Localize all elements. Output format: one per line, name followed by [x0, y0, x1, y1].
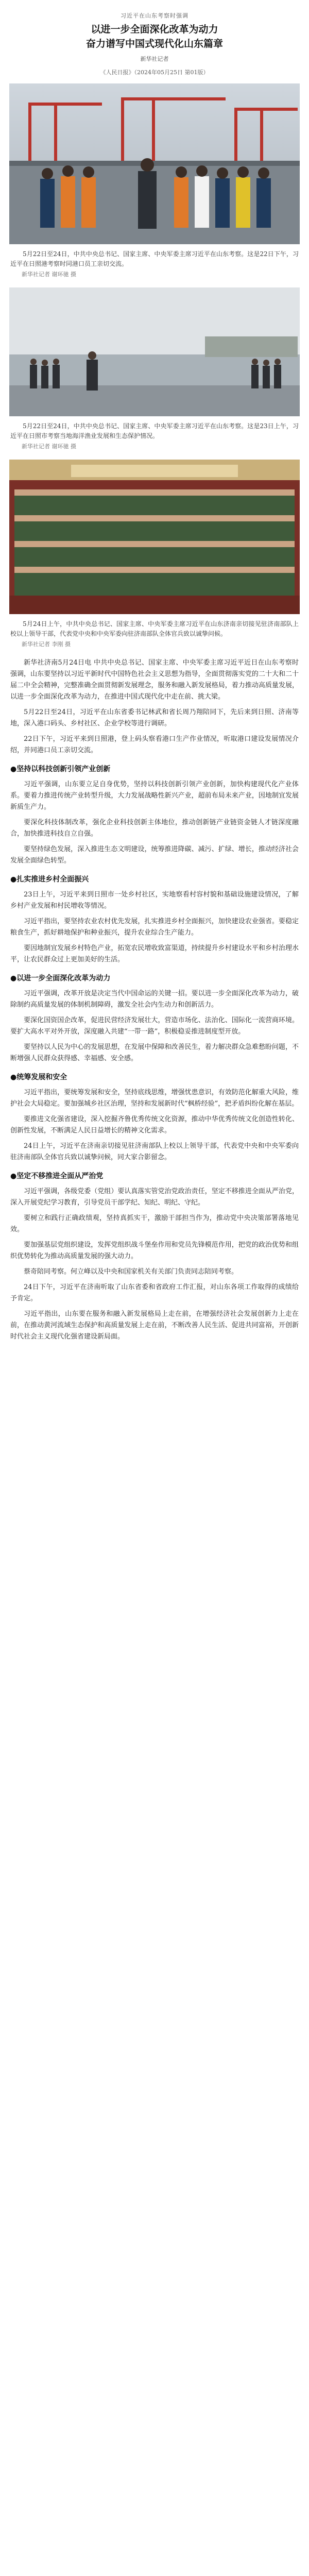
intro-paragraph: 新华社济南5月24日电 中共中央总书记、国家主席、中央军委主席习近平近日在山东考察时强调，山东要坚持以习近平新时代中国特色社会主义思想为指导，全面贯彻落实党的二十大和二十届二中全会精神，完整准确全面贯彻新发展理念，服务和融入新发展格局，着力推动高质量发展，以进一步全面深化改革为动力，在推进中国式现代化中走在前、挑大梁。 — [10, 659, 299, 701]
section-paragraph: 要加强基层党组织建设，发挥党组织战斗堡垒作用和党员先锋模范作用，把党的政治优势和组织优势转化为推动高质量发展的强大动力。 — [10, 1241, 299, 1260]
photo-military — [9, 460, 300, 614]
kicker: 习近平在山东考察时强调 — [121, 12, 188, 19]
photo-military-credit: 新华社记者 李刚 摄 — [22, 641, 71, 648]
section-paragraph: 要推进文化强省建设，深入挖掘齐鲁优秀传统文化资源，推动中华优秀传统文化创造性转化、创新性发展，不断满足人民日益增长的精神文化需求。 — [10, 1115, 299, 1134]
section-paragraph: 蔡奇陪同考察。何立峰以及中央和国家机关有关部门负责同志陪同考察。 — [24, 1268, 238, 1276]
article-body — [10, 657, 299, 1343]
headline-sub: 奋力谱写中国式现代化山东篇章 — [85, 38, 223, 49]
dateline: 《人民日报》（2024年05月25日 第01版） — [100, 69, 209, 76]
photo-coast-caption: 5月22日至24日，中共中央总书记、国家主席、中央军委主席习近平在山东考察。这是23日上午，习近平在日照市考察当地海洋渔业发展和生态保护情况。 — [10, 422, 299, 439]
section-heading: ●以进一步全面深化改革为动力 — [10, 974, 111, 982]
military-photo-illustration — [9, 460, 300, 614]
section-paragraph: 习近平强调，各级党委（党组）要认真落实管党治党政治责任，坚定不移推进全面从严治党，深入开展党纪学习教育，引导党员干部学纪、知纪、明纪、守纪。 — [10, 1188, 299, 1207]
section-paragraph: 要深化科技体制改革，强化企业科技创新主体地位，推动创新链产业链资金链人才链深度融合，加快推进科技自立自强。 — [10, 819, 299, 838]
photo-port — [9, 83, 300, 244]
section-paragraph: 要坚持绿色发展，深入推进生态文明建设，统筹推进降碳、减污、扩绿、增长，推动经济社会发展全面绿色转型。 — [10, 845, 299, 865]
closing-paragraph: 24日下午，习近平在济南听取了山东省委和省政府工作汇报，对山东各项工作取得的成绩给予肯定。 — [10, 1283, 299, 1302]
section-paragraph: 要树立和践行正确政绩观，坚持真抓实干，激励干部担当作为，推动党中央决策部署落地见效。 — [10, 1214, 299, 1233]
section-paragraph: 23日上午，习近平来到日照市一处乡村社区，实地察看村容村貌和基础设施建设情况，了解乡村产业发展和村民增收等情况。 — [10, 891, 299, 910]
photo-coast — [9, 287, 300, 416]
intro-paragraph: 5月22日至24日，习近平在山东省委书记林武和省长周乃翔陪同下，先后来到日照、济南等地，深入港口码头、乡村社区、企业学校等进行调研。 — [10, 708, 299, 727]
photo-coast-credit: 新华社记者 谢环驰 摄 — [22, 443, 76, 450]
photo-port-credit: 新华社记者 谢环驰 摄 — [22, 271, 76, 278]
section-heading: ●坚定不移推进全面从严治党 — [10, 1172, 104, 1180]
section-paragraph: 习近平指出，要统筹发展和安全，坚持底线思维，增强忧患意识，有效防范化解重大风险，维护社会大局稳定。要加强城乡社区治理，坚持和发展新时代“枫桥经验”，把矛盾纠纷化解在基层。 — [10, 1089, 299, 1108]
section-paragraph: 24日上午，习近平在济南亲切接见驻济南部队上校以上领导干部，代表党中央和中央军委向驻济南部队全体官兵致以诚挚问候，同大家合影留念。 — [10, 1142, 299, 1161]
photo-military-caption: 5月24日上午，中共中央总书记、国家主席、中央军委主席习近平在山东济南亲切接见驻济南部队上校以上领导干部，代表党中央和中央军委向驻济南部队全体官兵致以诚挚问候。 — [10, 620, 299, 637]
section-paragraph: 习近平指出，要坚持农业农村优先发展，扎实推进乡村全面振兴，加快建设农业强省。要稳定粮食生产，抓好耕地保护和种业振兴，提升农业综合生产能力。 — [10, 918, 299, 937]
section-paragraph: 习近平强调，改革开放是决定当代中国命运的关键一招。要以进一步全面深化改革为动力，破除制约高质量发展的体制机制障碍，激发全社会内生动力和创新活力。 — [10, 990, 299, 1009]
closing-paragraph: 习近平指出，山东要在服务和融入新发展格局上走在前，在增强经济社会发展创新力上走在前，在推动黄河流域生态保护和高质量发展上走在前，不断改善人民生活、促进共同富裕，开创新时代社会主义现代化强省建设新局面。 — [10, 1310, 299, 1341]
section-paragraph: 要深化国资国企改革，促进民营经济发展壮大，营造市场化、法治化、国际化一流营商环境。要扩大高水平对外开放，深度融入共建“一带一路”，积极稳妥推进制度型开放。 — [10, 1016, 299, 1036]
intro-paragraph: 22日下午，习近平来到日照港，登上码头察看港口生产作业情况，听取港口建设发展情况介绍，并同港口员工亲切交流。 — [10, 735, 299, 754]
masthead — [0, 0, 309, 76]
port-photo-illustration — [9, 83, 300, 244]
section-paragraph: 要坚持以人民为中心的发展思想，在发展中保障和改善民生，着力解决群众急难愁盼问题，不断增强人民群众获得感、幸福感、安全感。 — [10, 1043, 299, 1062]
reporters: 新华社记者 — [140, 56, 169, 62]
headline-main: 以进一步全面深化改革为动力 — [91, 24, 218, 35]
photo-port-caption: 5月22日至24日，中共中央总书记、国家主席、中央军委主席习近平在山东考察。这是22日下午，习近平在日照港考察时同港口员工亲切交流。 — [10, 250, 299, 267]
section-paragraph: 习近平强调，山东要立足自身优势，坚持以科技创新引领产业创新，加快构建现代化产业体系。要着力推进传统产业转型升级，大力发展战略性新兴产业，超前布局未来产业，因地制宜发展新质生产力。 — [10, 781, 299, 811]
section-heading: ●坚持以科技创新引领产业创新 — [10, 765, 111, 773]
section-paragraph: 要因地制宜发展乡村特色产业，拓宽农民增收致富渠道，持续提升乡村建设水平和乡村治理水平，让农民群众过上更加美好的生活。 — [10, 944, 299, 963]
section-heading: ●扎实推进乡村全面振兴 — [10, 875, 89, 884]
coast-photo-illustration — [9, 287, 300, 416]
section-heading: ●统筹发展和安全 — [10, 1073, 67, 1081]
